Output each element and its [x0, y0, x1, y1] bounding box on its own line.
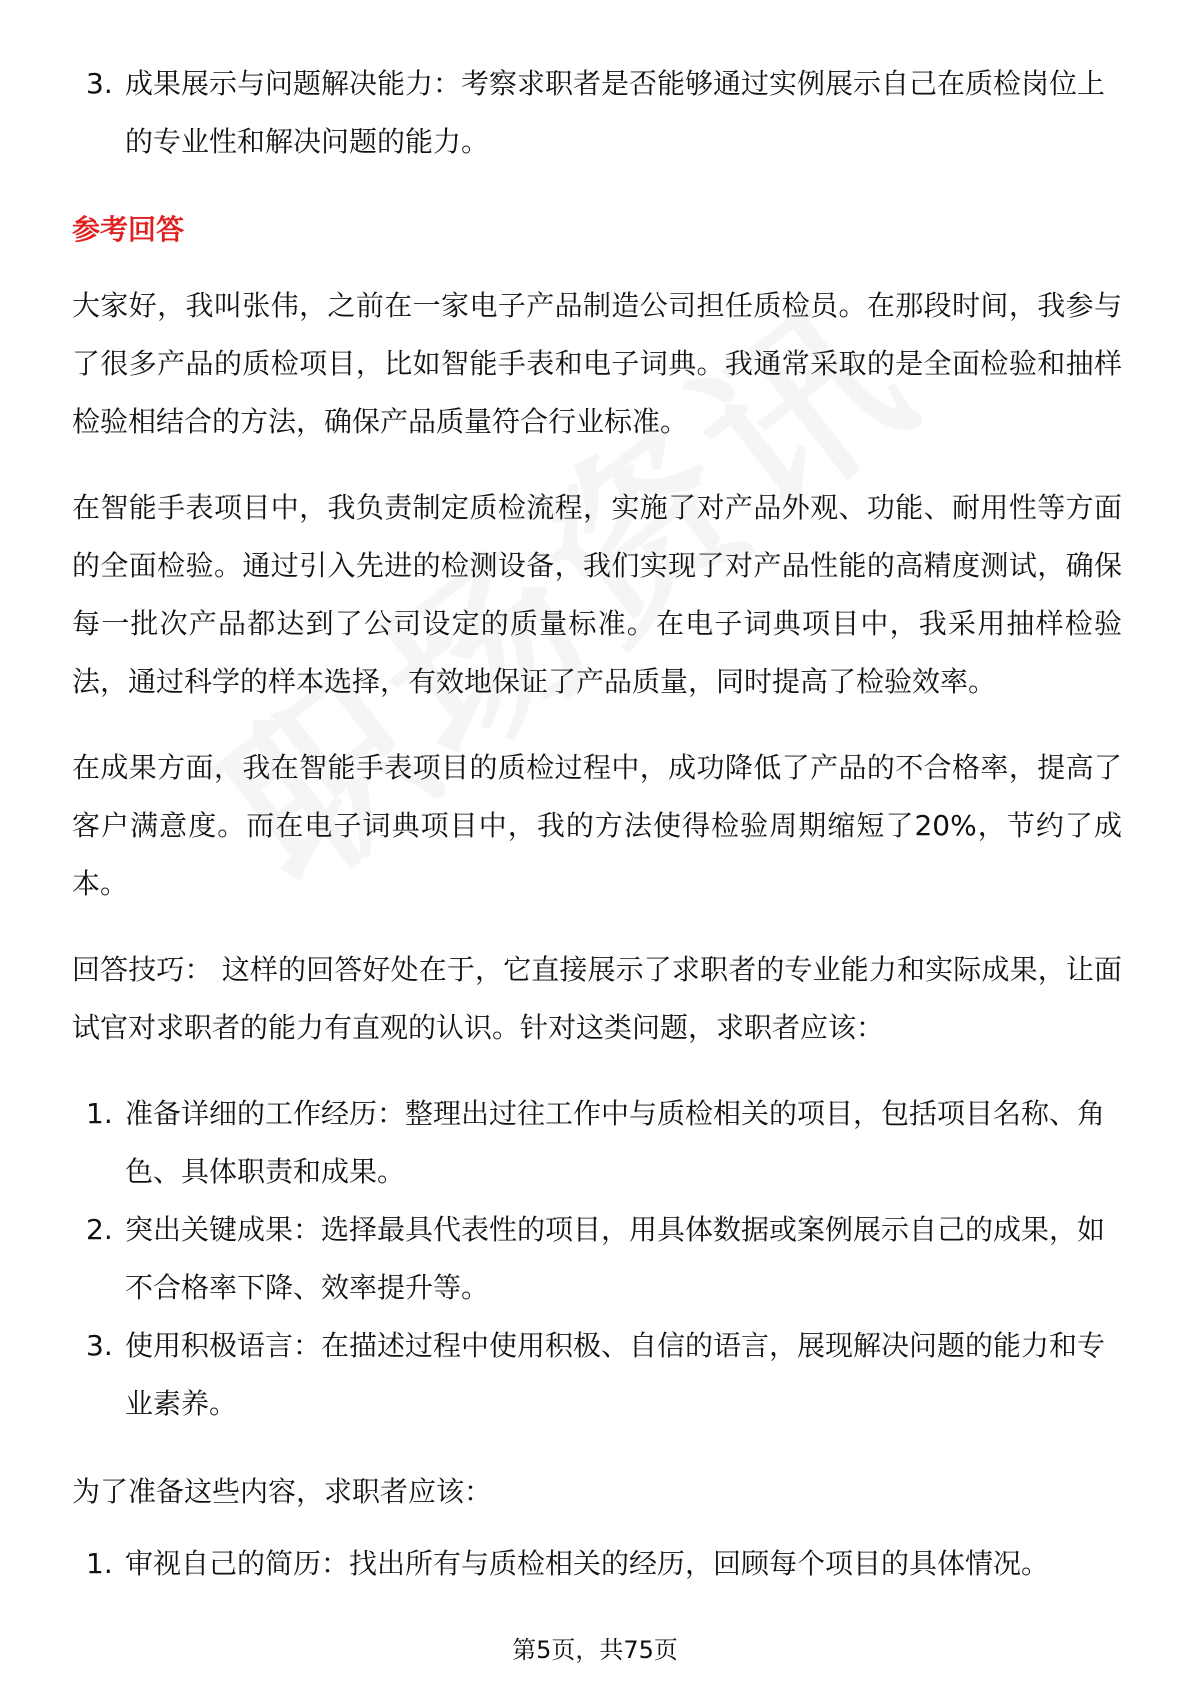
list-number: 3. — [86, 1329, 113, 1362]
prep-intro-paragraph: 为了准备这些内容，求职者应该： — [72, 1475, 493, 1508]
list-item — [72, 1201, 1122, 1317]
page-footer: 第5页，共75页 — [512, 1636, 678, 1664]
prep-list — [72, 1535, 1122, 1593]
answer-paragraph-3: 在成果方面，我在智能手表项目的质检过程中，成功降低了产品的不合格率，提高了客户满意度。而在电子词典项目中，我的方法使得检验周期缩短了20%，节约了成本。 — [72, 751, 1122, 900]
list-item — [72, 1085, 1122, 1201]
list-item-text: 突出关键成果：选择最具代表性的项目，用具体数据或案例展示自己的成果，如不合格率下降、效率提升等。 — [125, 1213, 1106, 1304]
list-item — [72, 55, 1122, 171]
tips-list — [72, 1085, 1122, 1433]
list-number: 3. — [86, 67, 113, 100]
list-item-text: 审视自己的简历：找出所有与质检相关的经历，回顾每个项目的具体情况。 — [125, 1547, 1050, 1580]
answer-paragraph-2: 在智能手表项目中，我负责制定质检流程，实施了对产品外观、功能、耐用性等方面的全面检验。通过引入先进的检测设备，我们实现了对产品性能的高精度测试，确保每一批次产品都达到了公司设定的质量标准。在电子词典项目中，我采用抽样检验法，通过科学的样本选择，有效地保证了产品质量，同时提高了检验效率。 — [72, 491, 1122, 698]
criteria-list — [72, 55, 1122, 171]
list-number: 1. — [86, 1097, 113, 1130]
answer-paragraph-1: 大家好，我叫张伟，之前在一家电子产品制造公司担任质检员。在那段时间，我参与了很多产品的质检项目，比如智能手表和电子词典。我通常采取的是全面检验和抽样检验相结合的方法，确保产品质量符合行业标准。 — [72, 289, 1122, 438]
list-number: 2. — [86, 1213, 113, 1246]
page-content — [72, 55, 1122, 1593]
tips-intro-paragraph: 回答技巧： 这样的回答好处在于，它直接展示了求职者的专业能力和实际成果，让面试官对求职者的能力有直观的认识。针对这类问题，求职者应该： — [72, 953, 1122, 1044]
list-item-text: 成果展示与问题解决能力：考察求职者是否能够通过实例展示自己在质检岗位上的专业性和解决问题的能力。 — [125, 67, 1106, 158]
list-item — [72, 1317, 1122, 1433]
list-number: 1. — [86, 1547, 113, 1580]
list-item-text: 准备详细的工作经历：整理出过往工作中与质检相关的项目，包括项目名称、角色、具体职责和成果。 — [125, 1097, 1106, 1188]
section-heading: 参考回答 — [72, 213, 185, 246]
list-item-text: 使用积极语言：在描述过程中使用积极、自信的语言，展现解决问题的能力和专业素养。 — [125, 1329, 1106, 1420]
list-item — [72, 1535, 1122, 1593]
